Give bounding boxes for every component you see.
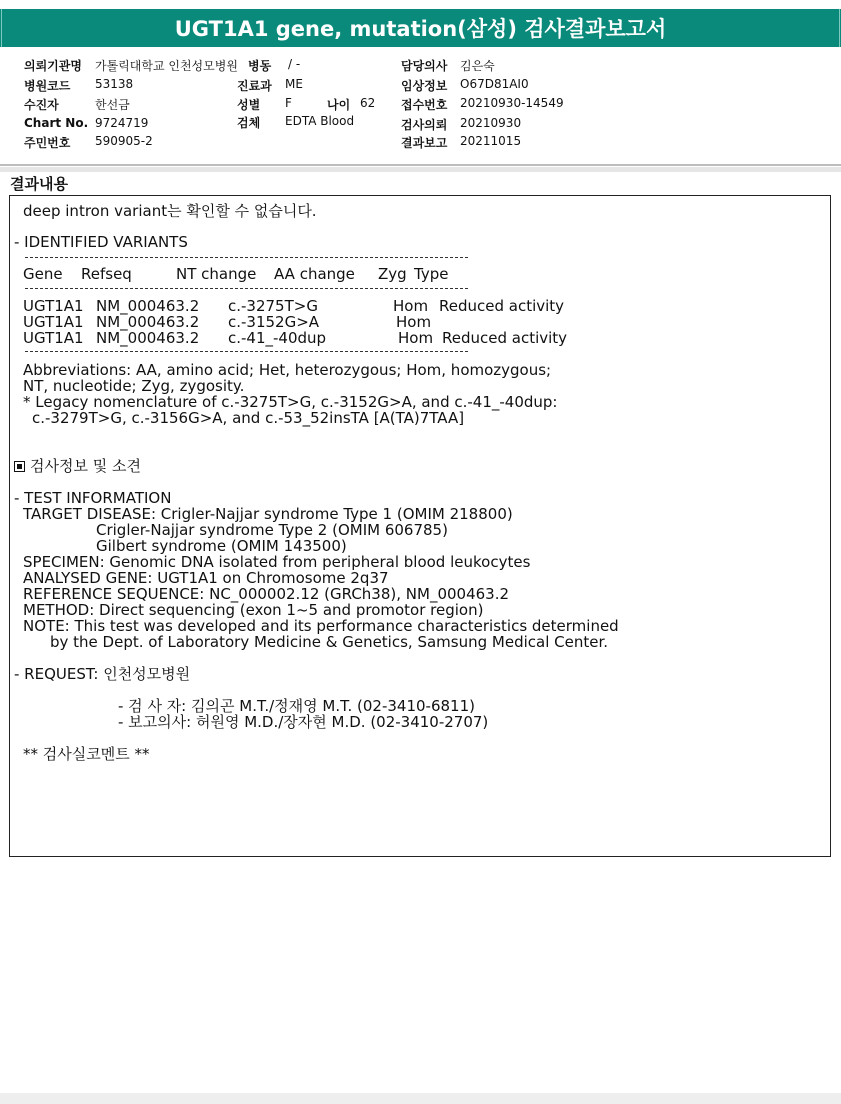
- reporter-line: - 보고의사: 허원영 M.D./장자현 M.D. (02-3410-2707): [118, 713, 489, 731]
- report-title-bar: [0, 7, 841, 47]
- section-title: 결과내용: [10, 175, 68, 193]
- header-divider-shadow: [0, 167, 841, 172]
- legacy-line-2: c.-3279T>G, c.-3156G>A, and c.-53_52insTA [A(TA)7TAA]: [32, 409, 465, 427]
- cell-zyg: Hom: [398, 329, 434, 347]
- cell-refseq: NM_000463.2: [96, 297, 200, 315]
- lab-comment-heading: ** 검사실코멘트 **: [23, 745, 150, 763]
- patient-label: 수진자: [24, 98, 59, 112]
- th-type: Type: [414, 265, 449, 283]
- method-line: METHOD: Direct sequencing (exon 1~5 and promotor region): [23, 601, 484, 619]
- cell-refseq: NM_000463.2: [96, 313, 200, 331]
- doctor-value: 김은숙: [460, 59, 495, 73]
- reference-sequence-line: REFERENCE SEQUENCE: NC_000002.12 (GRCh38), NM_000463.2: [23, 585, 510, 603]
- target-disease-3: Gilbert syndrome (OMIM 143500): [96, 537, 347, 555]
- sex-label: 성별: [237, 98, 261, 112]
- title-bar-frame: [1, 9, 840, 47]
- dept-label: 진료과: [237, 79, 272, 93]
- square-bullet-icon: [14, 461, 25, 472]
- table-top-rule: [25, 257, 468, 258]
- patient-value: 한선금: [95, 98, 130, 112]
- result-content-box: [9, 195, 831, 857]
- accession-label: 접수번호: [401, 98, 448, 112]
- th-refseq: Refseq: [81, 265, 132, 283]
- id-label: 주민번호: [24, 136, 71, 150]
- th-aa: AA change: [274, 265, 355, 283]
- hospital-code-value: 53138: [95, 77, 134, 91]
- cell-zyg: Hom: [393, 297, 429, 315]
- clinical-value: O67D81AI0: [460, 77, 529, 91]
- cell-nt: c.-3275T>G: [228, 297, 318, 315]
- cell-nt: c.-3152G>A: [228, 313, 320, 331]
- age-label: 나이: [327, 98, 351, 112]
- cell-type: Reduced activity: [442, 329, 568, 347]
- cell-nt: c.-41_-40dup: [228, 329, 327, 347]
- dept-value: ME: [285, 77, 303, 91]
- chart-value: 9724719: [95, 116, 149, 130]
- accession-value: 20210930-14549: [460, 96, 564, 110]
- target-disease-2: Crigler-Najjar syndrome Type 2 (OMIM 606785): [96, 521, 448, 539]
- cell-gene: UGT1A1: [23, 313, 84, 331]
- sex-value: F: [285, 96, 292, 110]
- abbrev-line-1: Abbreviations: AA, amino acid; Het, heterozygous; Hom, homozygous;: [23, 361, 552, 379]
- doctor-label: 담당의사: [401, 59, 448, 73]
- report-date-value: 20211015: [460, 134, 522, 148]
- request-date-value: 20210930: [460, 116, 522, 130]
- th-zyg: Zyg: [378, 265, 407, 283]
- specimen-line: SPECIMEN: Genomic DNA isolated from peripheral blood leukocytes: [23, 553, 531, 571]
- clinical-label: 임상정보: [401, 79, 448, 93]
- cell-type: Reduced activity: [439, 297, 565, 315]
- ward-label: 병동: [248, 59, 272, 73]
- note-line-1: NOTE: This test was developed and its performance characteristics determined: [23, 617, 619, 635]
- cell-gene: UGT1A1: [23, 297, 84, 315]
- table-header-rule: [25, 288, 468, 289]
- cell-refseq: NM_000463.2: [96, 329, 200, 347]
- ward-value: / -: [288, 57, 301, 71]
- institution-value: 가톨릭대학교 인천성모병원: [95, 59, 238, 73]
- cell-zyg: Hom: [396, 313, 432, 331]
- analysed-gene-line: ANALYSED GENE: UGT1A1 on Chromosome 2q37: [23, 569, 389, 587]
- note-line-2: by the Dept. of Laboratory Medicine & Genetics, Samsung Medical Center.: [50, 633, 609, 651]
- test-info-heading: - TEST INFORMATION: [14, 489, 172, 507]
- institution-label: 의뢰기관명: [24, 59, 82, 73]
- report-title: UGT1A1 gene, mutation(삼성) 검사결과보고서: [174, 17, 667, 41]
- target-disease-1: TARGET DISEASE: Crigler-Najjar syndrome Type 1 (OMIM 218800): [23, 505, 513, 523]
- chart-label: Chart No.: [24, 116, 89, 130]
- report-date-label: 결과보고: [401, 136, 448, 150]
- specimen-value: EDTA Blood: [285, 114, 355, 128]
- request-date-label: 검사의뢰: [401, 118, 448, 132]
- th-gene: Gene: [23, 265, 63, 283]
- findings-heading-text: 검사정보 및 소견: [30, 457, 141, 475]
- hospital-code-label: 병원코드: [24, 79, 71, 93]
- request-line: - REQUEST: 인천성모병원: [14, 665, 191, 683]
- patient-header: [0, 50, 841, 163]
- intro-text: deep intron variant는 확인할 수 없습니다.: [23, 202, 317, 220]
- specimen-label: 검체: [237, 116, 261, 130]
- age-value: 62: [360, 96, 376, 110]
- th-nt: NT change: [176, 265, 257, 283]
- abbrev-line-2: NT, nucleotide; Zyg, zygosity.: [23, 377, 245, 395]
- bottom-strip: [0, 1093, 841, 1104]
- findings-heading: [14, 458, 141, 474]
- table-bottom-rule: [25, 351, 468, 352]
- identified-heading: - IDENTIFIED VARIANTS: [14, 233, 188, 251]
- id-value: 590905-2: [95, 134, 153, 148]
- legacy-line-1: * Legacy nomenclature of c.-3275T>G, c.-3152G>A, and c.-41_-40dup:: [23, 393, 558, 411]
- examiner-line: - 검 사 자: 김의곤 M.T./정재영 M.T. (02-3410-6811): [118, 697, 475, 715]
- cell-gene: UGT1A1: [23, 329, 84, 347]
- header-divider: [0, 164, 841, 166]
